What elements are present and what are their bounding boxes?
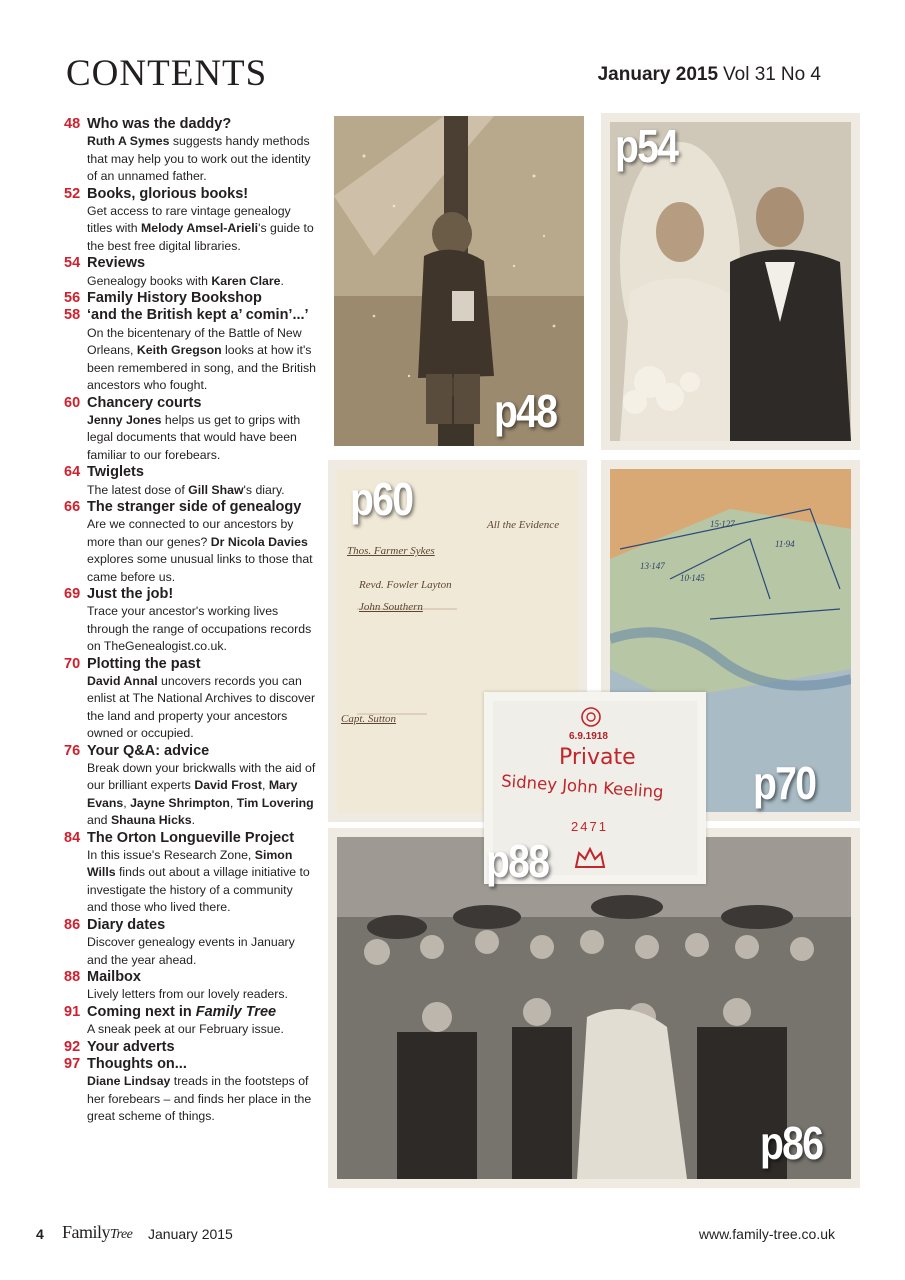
toc-title (87, 307, 316, 324)
toc-author: Ruth A Symes (87, 134, 170, 149)
toc-title (87, 743, 316, 760)
toc-description-text: A sneak peek at our February issue. (87, 1022, 284, 1037)
toc-description (64, 986, 316, 1003)
toc-description (64, 516, 316, 586)
footer-brand-em: Tree (110, 1227, 133, 1242)
toc-description-text: looks at how it's been remembered in song, and the British ancestors who fought. (87, 343, 316, 393)
toc-title (87, 395, 316, 412)
toc-page-number: 97 (64, 1055, 81, 1072)
doc-line-5: Capt. Sutton (341, 713, 397, 725)
toc-title-text: Who was the daddy? (87, 116, 232, 132)
toc-description-text: treads in the footsteps of her forebears – and finds her place in the great scheme of things. (87, 1074, 312, 1124)
toc-description-text: finds out about a village initiative to investigate the history of a community and those who lived there. (87, 865, 310, 915)
toc-description-text: Discover genealogy events in January and the year ahead. (87, 935, 295, 967)
toc-description-text: . (280, 273, 284, 288)
toc-title (87, 116, 316, 133)
toc-page-number: 54 (64, 255, 81, 272)
toc-description (64, 847, 316, 917)
toc-entry[interactable] (64, 830, 316, 917)
toc-title-text: Diary dates (87, 916, 166, 933)
photo-p54 (601, 113, 860, 450)
toc-author: Mary Evans (87, 778, 298, 810)
toc-entry-heading (64, 464, 316, 481)
toc-title (87, 969, 316, 986)
issue-date: January 2015 (597, 64, 719, 85)
toc-entry[interactable] (64, 1039, 316, 1056)
toc-entry-heading (64, 395, 316, 412)
toc-description-text: and (87, 813, 111, 828)
toc-title (87, 656, 316, 673)
toc-page-number: 84 (64, 829, 81, 846)
toc-description (64, 1021, 316, 1038)
toc-entry[interactable] (64, 186, 316, 256)
toc-entry[interactable] (64, 1056, 316, 1126)
toc-title-text: Thoughts on... (87, 1055, 187, 1072)
toc-author: Dr Nicola Davies (210, 534, 308, 549)
toc-description (64, 203, 316, 255)
toc-page-number: 92 (64, 1038, 81, 1055)
toc-entry-heading (64, 917, 316, 934)
footer-page-number: 4 (36, 1226, 44, 1242)
toc-description (64, 325, 316, 395)
toc-description-text: , (123, 795, 131, 810)
toc-author: Karen Clare (211, 273, 281, 288)
toc-title (87, 1039, 316, 1056)
toc-description-text: suggests handy methods that may help you to work out the identity of an unnamed father. (87, 134, 311, 184)
toc-title (87, 1056, 316, 1073)
toc-description (64, 133, 316, 185)
toc-entry[interactable] (64, 917, 316, 969)
tag-number: 2471 (571, 819, 608, 834)
toc-author: Keith Gregson (136, 343, 222, 358)
svg-text:11·94: 11·94 (775, 539, 795, 549)
toc-page-number: 76 (64, 742, 81, 759)
toc-title (87, 917, 316, 934)
tag-rank: Private (559, 745, 636, 770)
toc-description-text: In this issue's Research Zone, (87, 848, 255, 863)
toc-author: David Annal (87, 674, 158, 688)
toc-entry[interactable] (64, 395, 316, 465)
toc-page-number: 58 (64, 307, 81, 324)
toc-entry[interactable] (64, 586, 316, 656)
footer-date: January 2015 (148, 1226, 233, 1242)
page-label-p54: p54 (615, 120, 678, 172)
toc-author: David Frost (194, 778, 262, 793)
toc-title-text: Just the job! (87, 585, 174, 602)
toc-page-number: 52 (64, 185, 81, 202)
toc-title (87, 464, 316, 481)
doc-line-1: All the Evidence (487, 519, 560, 531)
toc-page-number: 60 (64, 394, 81, 411)
page-label-p70: p70 (753, 757, 816, 809)
page-label-p48: p48 (494, 385, 557, 437)
toc-entry[interactable] (64, 499, 316, 586)
toc-title-text: Family History Bookshop (87, 290, 262, 307)
photo-p48 (334, 116, 584, 446)
toc-page-number: 64 (64, 464, 81, 481)
toc-description-text: On the bicentenary of the Battle of New Orleans, (87, 325, 302, 358)
toc-entry[interactable] (64, 255, 316, 290)
toc-description (64, 1073, 316, 1125)
footer-brand-logo (62, 1222, 132, 1243)
toc-description-text: Get access to rare vintage genealogy titles with (87, 204, 291, 236)
toc-entry-heading (64, 116, 316, 133)
toc-description (64, 482, 316, 499)
toc-entry[interactable] (64, 656, 316, 743)
toc-entry[interactable] (64, 969, 316, 1004)
toc-entry-heading (64, 255, 316, 272)
page-label-p60: p60 (350, 473, 413, 525)
toc-description-text: helps us get to grips with legal documents that would have been familiar to our forebears. (87, 412, 301, 462)
toc-author: Shauna Hicks (110, 813, 192, 828)
toc-title (87, 186, 316, 203)
toc-description-text: , (229, 795, 237, 810)
page-label-p88: p88 (486, 835, 549, 887)
toc-page-number: 66 (64, 498, 81, 515)
toc-description (64, 603, 316, 655)
toc-description (64, 273, 316, 290)
toc-author: Melody Amsel-Arieli (141, 221, 259, 236)
toc-entry-heading (64, 290, 316, 307)
toc-entry-heading (64, 656, 316, 673)
svg-text:15·127: 15·127 (710, 519, 735, 529)
toc-entry-heading (64, 1056, 316, 1073)
toc-page-number: 86 (64, 916, 81, 933)
toc-description-text: , (261, 778, 269, 793)
toc-title-text: Chancery courts (87, 394, 202, 411)
toc-title-text: Coming next in (87, 1003, 196, 1020)
svg-text:10·145: 10·145 (680, 573, 705, 583)
toc-description-text: Are we connected to our ancestors by more than our genes? (87, 517, 294, 549)
footer-url[interactable]: www.family-tree.co.uk (698, 1226, 835, 1242)
toc-description (64, 760, 316, 830)
toc-description-text: . (191, 813, 196, 828)
toc-title (87, 255, 316, 272)
toc-title-text: Reviews (87, 255, 146, 272)
toc-title-text: The stranger side of genealogy (87, 498, 302, 515)
toc-title-text: Your Q&A: advice (87, 742, 210, 759)
toc-title-text: The Orton Longueville Project (87, 829, 295, 846)
toc-description (64, 673, 316, 743)
toc-page-number: 48 (64, 116, 81, 132)
toc-entry-heading (64, 830, 316, 847)
toc-entry-heading (64, 499, 316, 516)
toc-title-text: ‘and the British kept a’ comin’...’ (87, 307, 309, 324)
issue-info (598, 64, 821, 86)
toc-description-text: 's guide to the best free digital libraries. (87, 221, 314, 253)
toc-entry-heading (64, 743, 316, 760)
toc-entry[interactable] (64, 743, 316, 830)
toc-entry-heading (64, 186, 316, 203)
toc-title (87, 830, 316, 847)
toc-author: Tim Lovering (236, 795, 314, 810)
toc-description-text: uncovers records you can enlist at The National Archives to discover the land and property your ancestors owned or occupied. (87, 674, 316, 741)
doc-line-2: Thos. Farmer Sykes (347, 545, 435, 557)
rose-emblem-icon (579, 705, 603, 729)
toc-author: Diane Lindsay (87, 1074, 171, 1089)
table-of-contents (64, 116, 316, 1126)
doc-line-4: John Southern (359, 601, 423, 613)
toc-title-emphasis: Family Tree (195, 1003, 277, 1020)
toc-title-text: Twiglets (87, 464, 144, 481)
toc-author: Simon Wills (87, 848, 293, 880)
toc-title-text: Mailbox (87, 968, 141, 985)
toc-author: Jayne Shrimpton (130, 795, 230, 810)
page-title: CONTENTS (66, 53, 268, 94)
tag-date: 6.9.1918 (569, 731, 608, 742)
toc-title-text: Plotting the past (87, 655, 201, 672)
toc-entry-heading (64, 1004, 316, 1021)
toc-entry-heading (64, 586, 316, 603)
toc-entry[interactable] (64, 464, 316, 499)
toc-title (87, 290, 316, 307)
tag-name: Sidney John Keeling (500, 771, 665, 802)
toc-description-text: 's diary. (243, 482, 285, 497)
toc-title-text: Books, glorious books! (87, 185, 249, 202)
toc-description-text: Trace your ancestor's working lives through the range of occupations records on TheGenealogist.co.uk. (87, 604, 312, 654)
crown-emblem-icon (573, 843, 607, 871)
toc-entry[interactable] (64, 307, 316, 394)
toc-author: Gill Shaw (188, 482, 244, 497)
toc-title-text: Your adverts (87, 1038, 175, 1055)
toc-description-text: The latest dose of (87, 482, 189, 497)
doc-line-3: Revd. Fowler Layton (359, 579, 452, 591)
toc-description-text: Genealogy books with (87, 273, 212, 288)
toc-description (64, 934, 316, 969)
footer-brand-name: Family (62, 1222, 111, 1242)
toc-description-text: explores some unusual links to those that came before us. (87, 552, 313, 584)
toc-author: Jenny Jones (87, 412, 162, 427)
issue-volume: Vol 31 (723, 64, 776, 85)
toc-page-number: 56 (64, 290, 81, 307)
toc-page-number: 91 (64, 1003, 81, 1020)
toc-page-number: 70 (64, 655, 81, 672)
toc-entry-heading (64, 969, 316, 986)
toc-description (64, 412, 316, 464)
toc-description-text: Break down your brickwalls with the aid of our brilliant experts (87, 761, 316, 793)
toc-entry[interactable] (64, 290, 316, 307)
issue-number: No 4 (780, 64, 821, 85)
page-label-p86: p86 (760, 1117, 823, 1169)
toc-title (87, 1004, 316, 1021)
toc-description-text: Lively letters from our lovely readers. (87, 987, 288, 1002)
svg-text:13·147: 13·147 (640, 561, 665, 571)
toc-entry[interactable] (64, 1004, 316, 1039)
toc-title (87, 586, 316, 603)
toc-title (87, 499, 316, 516)
toc-page-number: 69 (64, 585, 81, 602)
toc-entry-heading (64, 1039, 316, 1056)
toc-entry[interactable] (64, 116, 316, 186)
toc-entry-heading (64, 307, 316, 324)
toc-page-number: 88 (64, 968, 81, 985)
photo-p88 (484, 692, 706, 887)
